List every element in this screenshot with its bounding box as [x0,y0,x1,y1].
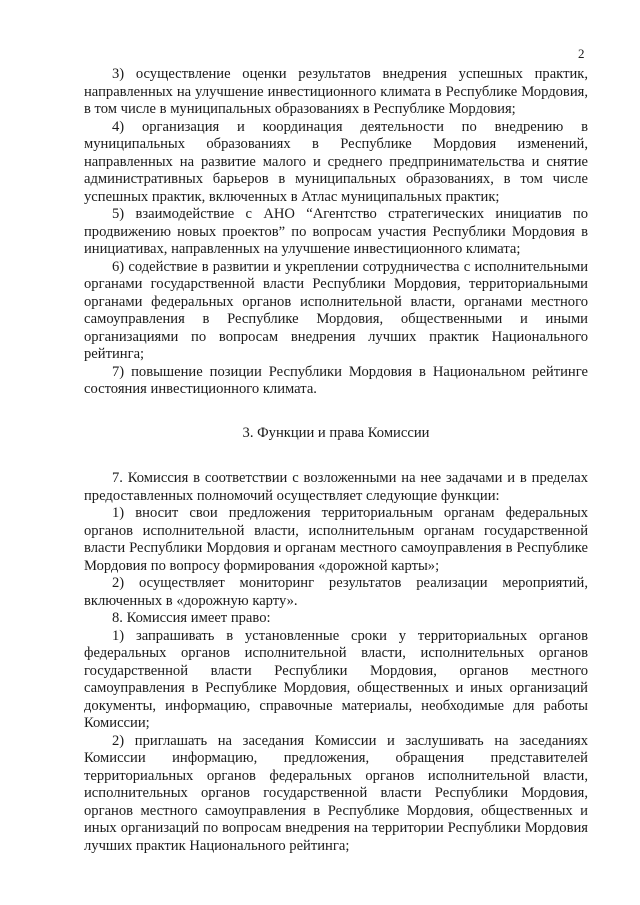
list-item: 3) осуществление оценки результатов внедрения успешных практик, направленных на улучшение инвестиционного климата в Республике Мордовия, в том числе в муниципальных образованиях в Республике Мордовия; [84,66,588,117]
list-item: 7) повышение позиции Республики Мордовия в Национальном рейтинге состояния инвестиционного климата. [84,363,588,397]
list-item: 2) приглашать на заседания Комиссии и заслушивать на заседаниях Комиссии информацию, предложения, обращения представителей территориальных органов федеральных органов исполнительной власти, исполнительных органов государственной власти Республики Мордовия, органов местного самоуправления в Республике Мордовия, общественных и иных организаций по вопросам внедрения на территории Республики Мордовия лучших практик Национального рейтинга; [84,732,588,854]
list-item: 5) взаимодействие с АНО “Агентство стратегических инициатив по продвижению новых проектов” по вопросам участия Республики Мордовия в инициативах, направленных на улучшение инвестиционного климата; [84,206,588,257]
list-item: 1) вносит свои предложения территориальным органам федеральных органов исполнительной власти, исполнительным органам государственной власти Республики Мордовия и органам местного самоуправления в Республике Мордовия по вопросу формирования «дорожной карты»; [84,505,588,574]
page-number: 2 [578,46,585,61]
clause-paragraph: 7. Комиссия в соответствии с возложенными на нее задачами и в пределах предоставленных полномочий осуществляет следующие функции: [84,470,588,504]
list-item: 1) запрашивать в установленные сроки у территориальных органов федеральных органов исполнительной власти, исполнительных органов государственной власти Республики Мордовия, органов местного самоуправления в Республике Мордовия, общественных и иных организаций документы, информацию, справочные материалы, необходимые для работы Комиссии; [84,627,588,731]
clause-paragraph: 8. Комиссия имеет право: [112,610,271,626]
list-item: 4) организация и координация деятельности по внедрению в муниципальных образованиях в Республике Мордовия изменений, направленных на развитие малого и среднего предпринимательства и снятие административных барьеров в муниципальных образованиях, в том числе успешных практик, включенных в Атлас муниципальных практик; [84,118,588,205]
list-item: 2) осуществляет мониторинг результатов реализации мероприятий, включенных в «дорожную карту». [84,575,588,609]
document-body [84,66,588,855]
section-heading: 3. Функции и права Комиссии [242,424,430,441]
list-item: 6) содействие в развитии и укреплении сотрудничества с исполнительными органами государственной власти Республики Мордовия, территориальными органами федеральных органов исполнительной власти, органами местного самоуправления в Республике Мордовия, общественными и иными организациями по вопросам внедрения лучших практик Национального рейтинга; [84,258,588,362]
